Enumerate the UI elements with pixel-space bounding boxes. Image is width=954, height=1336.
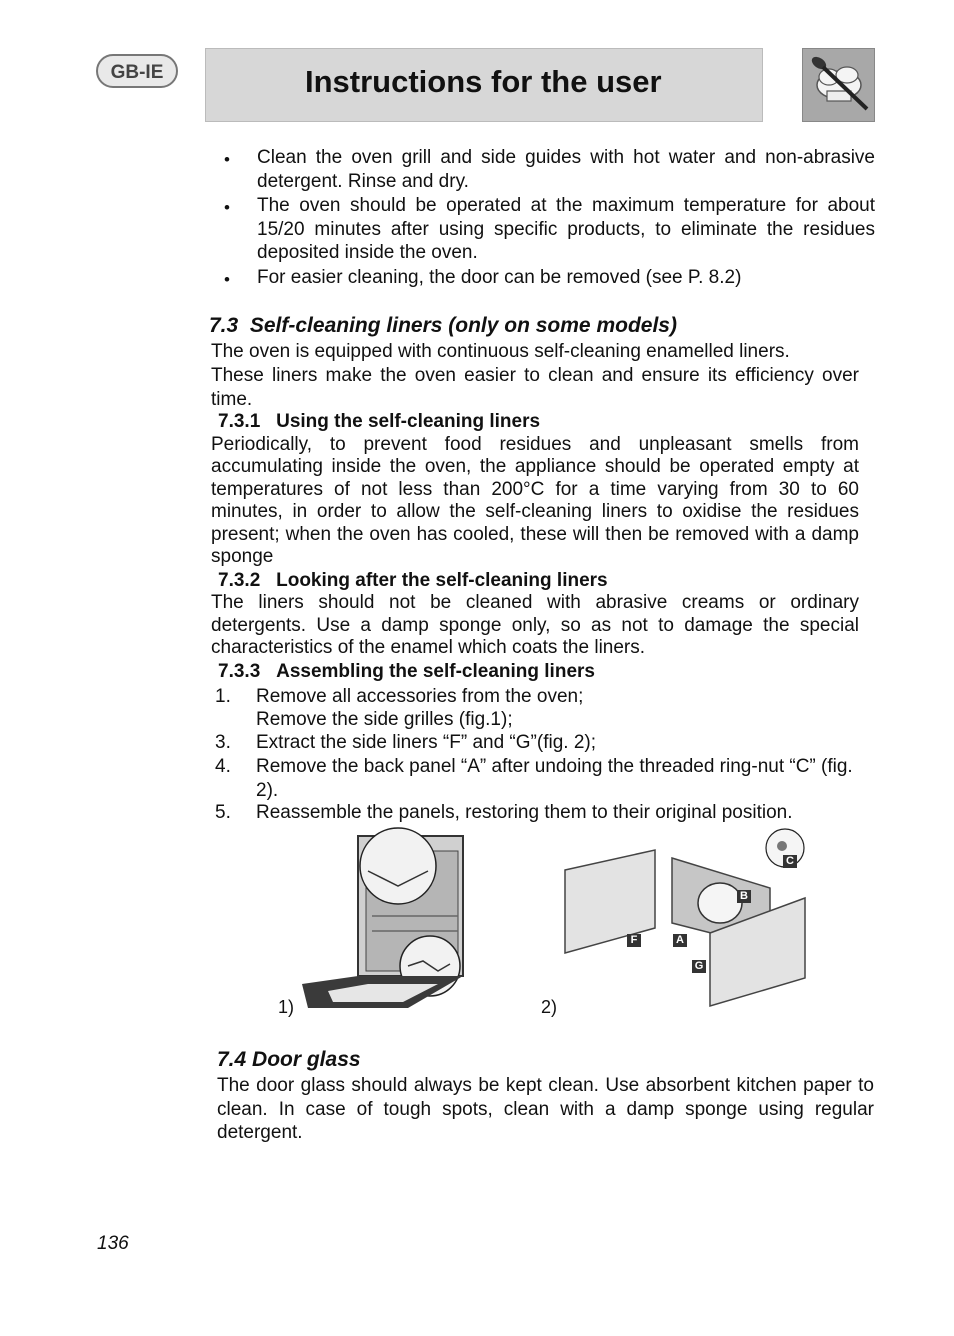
paragraph: These liners make the oven easier to clean and ensure its efficiency over time. xyxy=(211,365,859,410)
subsection-title: Using the self-cleaning liners xyxy=(276,411,541,432)
figure-2-label: 2) xyxy=(541,997,558,1017)
bullet-text: For easier cleaning, the door can be removed (see P. 8.2) xyxy=(257,267,742,288)
label-g-tag: G xyxy=(692,960,706,973)
section-title: Self-cleaning liners (only on some models) xyxy=(249,314,677,337)
bullet-text: Clean the oven grill and side guides with hot water and non-abrasive detergent. Rinse and dry. xyxy=(257,147,875,192)
paragraph: The oven is equipped with continuous self-cleaning enamelled liners. xyxy=(211,341,790,362)
subsection-heading-7-3-3 xyxy=(218,661,595,683)
bullet-dot: • xyxy=(224,150,230,169)
section-heading-7-3 xyxy=(209,314,677,338)
page-title: Instructions for the user xyxy=(305,64,662,99)
subsection-number: 7.3.1 xyxy=(218,411,261,432)
step-text: Remove the side grilles (fig.1); xyxy=(256,709,513,730)
label-a-tag: A xyxy=(673,934,687,947)
figure-2-liners-illustration xyxy=(560,828,810,1014)
step-text: Remove all accessories from the oven; xyxy=(256,686,584,707)
section-heading-7-4: 7.4 Door glass xyxy=(217,1048,361,1071)
section-number: 7.3 xyxy=(209,314,239,337)
step-text: Extract the side liners “F” and “G”(fig. 2); xyxy=(256,732,596,753)
subsection-number: 7.3.2 xyxy=(218,570,261,591)
bullet-dot: • xyxy=(224,270,230,289)
subsection-number: 7.3.3 xyxy=(218,661,261,682)
subsection-title: Assembling the self-cleaning liners xyxy=(276,661,595,682)
figure-1-oven-illustration xyxy=(298,826,468,1016)
paragraph: The liners should not be cleaned with abrasive creams or ordinary detergents. Use a damp sponge only, so as not to damage the special characteristics of the enamel which coats the liners. xyxy=(211,592,859,658)
bullet-text: The oven should be operated at the maximum temperature for about 15/20 minutes after using specific products, to eliminate the residues deposited inside the oven. xyxy=(257,195,875,263)
language-badge: GB-IE xyxy=(96,54,178,88)
label-b-tag: B xyxy=(737,890,751,903)
paragraph: The door glass should always be kept clean. Use absorbent kitchen paper to clean. In case of tough spots, clean with a damp sponge using regular detergent. xyxy=(217,1075,874,1143)
subsection-heading-7-3-2 xyxy=(218,570,608,592)
subsection-heading-7-3-1 xyxy=(218,411,540,433)
paragraph: Periodically, to prevent food residues and unpleasant smells from accumulating inside the oven, the appliance should be operated empty at temperatures of not less than 200°C for a time varying from 30 to 60 minutes, in order to allow the self-cleaning liners to oxidise the residues present; when the oven has cooled, these will then be removed with a damp sponge xyxy=(211,434,859,568)
step-number: 1. xyxy=(215,686,231,707)
step-text: Remove the back panel “A” after undoing the threaded ring-nut “C” (fig. 2). xyxy=(256,756,853,801)
step-number: 3. xyxy=(215,732,231,753)
subsection-title: Looking after the self-cleaning liners xyxy=(276,570,608,591)
step-number: 4. xyxy=(215,756,231,777)
label-c-tag: C xyxy=(783,855,797,868)
bullet-dot: • xyxy=(224,198,230,217)
label-f-tag: F xyxy=(627,934,641,947)
step-number: 5. xyxy=(215,802,231,823)
chef-hat-spoon-icon xyxy=(802,48,875,122)
step-text: Reassemble the panels, restoring them to their original position. xyxy=(256,802,793,823)
page-number: 136 xyxy=(97,1233,129,1254)
figure-1-label: 1) xyxy=(278,997,295,1017)
